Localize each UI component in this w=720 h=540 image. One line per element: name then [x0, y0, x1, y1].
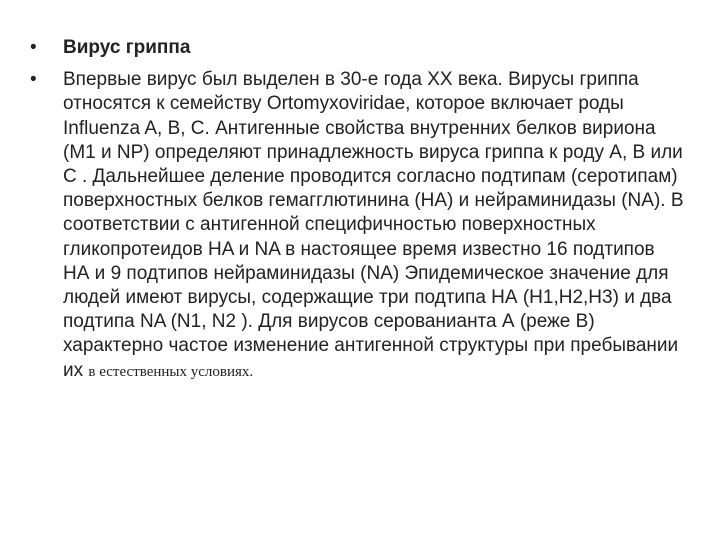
bullet-item-body [30, 68, 685, 384]
bullet-icon: • [30, 37, 37, 58]
bullet-list [30, 36, 685, 392]
bullet-body-text: Впервые вирус был выделен в 30-е года XX века. Вирусы гриппа относятся к семейству Ortomyxoviridae, которое включает роды Influenza A, B, C. Антигенные свойства внутренних белков вириона (M1 и NP) определяют принадлежность вируса гриппа к роду А, В или С . Дальнейшее деление проводится согласно подтипам (серотипам) поверхностных белков гемагглютинина (НА) и нейраминидазы (NA). В соответствии с антигенной специфичностью поверхностных гликопротеидов HA и NA в настоящее время известно 16 подтипов НА и 9 подтипов нейраминидазы (NA) Эпидемическое значение для людей имеют вирусы, содержащие три подтипа НА (H1,H2,H3) и два подтипа NA (N1, N2 ). Для вирусов серованианта А (реже В) характерно частое изменение антигенной структуры при пребывании их [63, 69, 684, 381]
bullet-body-tail-text: в естественных условиях. [88, 363, 254, 380]
bullet-icon: • [30, 69, 37, 91]
bullet-title-text: Вирус гриппа [63, 37, 191, 58]
bullet-item-title [30, 36, 685, 60]
